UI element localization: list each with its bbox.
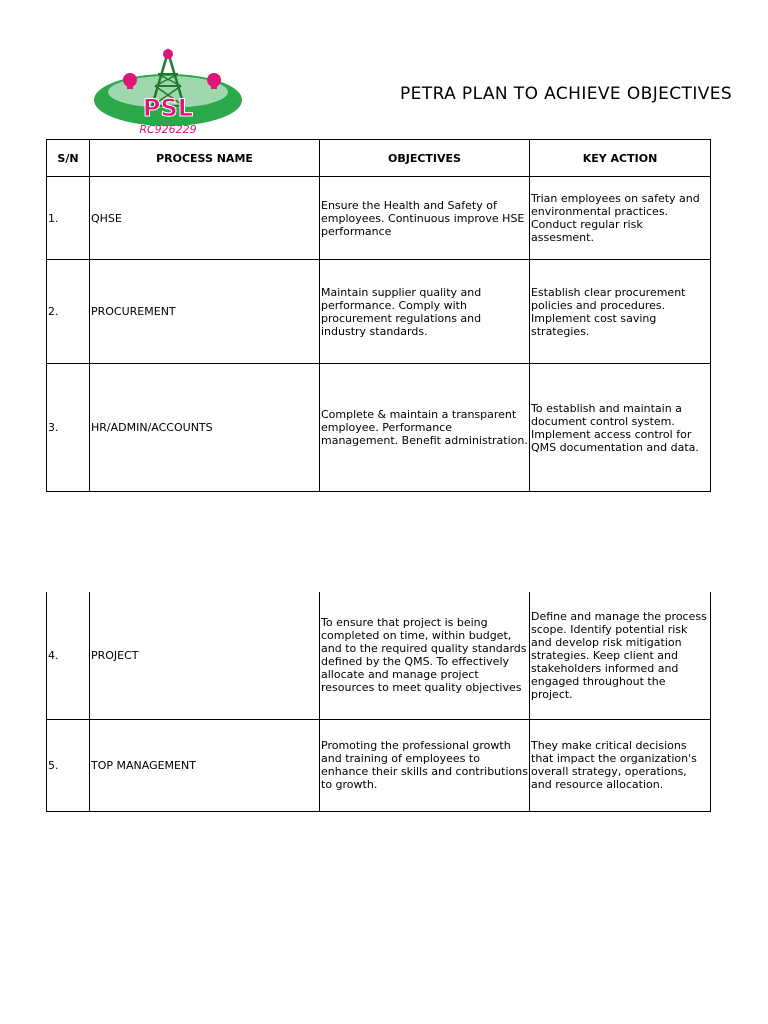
table-row xyxy=(47,177,711,260)
row-process: TOP MANAGEMENT xyxy=(90,719,320,811)
row-key-action: Define and manage the process scope. Identify potential risk and develop risk mitigation strategies. Keep client and stakeholders informed and engaged throughout the project. xyxy=(530,592,711,719)
header-key-action: KEY ACTION xyxy=(530,140,711,177)
row-sn: 3. xyxy=(47,364,90,492)
header-objectives: OBJECTIVES xyxy=(320,140,530,177)
table-row xyxy=(47,364,711,492)
row-sn: 1. xyxy=(47,177,90,260)
row-key-action: Establish clear procurement policies and procedures. Implement cost saving strategies. xyxy=(530,260,711,364)
row-sn: 5. xyxy=(47,719,90,811)
logo-text: PSL xyxy=(142,94,194,122)
row-process: PROCUREMENT xyxy=(90,260,320,364)
objectives-table xyxy=(46,139,711,492)
row-objectives: Complete & maintain a transparent employee. Performance management. Benefit administration. xyxy=(320,364,530,492)
header-sn: S/N xyxy=(47,140,90,177)
row-process: QHSE xyxy=(90,177,320,260)
logo-registration-number: RC926229 xyxy=(139,123,197,136)
row-objectives: Maintain supplier quality and performance. Comply with procurement regulations and industry standards. xyxy=(320,260,530,364)
table-header-row xyxy=(47,140,711,177)
objectives-table-continued xyxy=(46,592,711,812)
row-objectives: Promoting the professional growth and training of employees to enhance their skills and contributions to growth. xyxy=(320,719,530,811)
row-process: PROJECT xyxy=(90,592,320,719)
row-process: HR/ADMIN/ACCOUNTS xyxy=(90,364,320,492)
company-logo xyxy=(88,48,248,138)
row-objectives: Ensure the Health and Safety of employees. Continuous improve HSE performance xyxy=(320,177,530,260)
table-row xyxy=(47,592,711,719)
row-sn: 4. xyxy=(47,592,90,719)
row-sn: 2. xyxy=(47,260,90,364)
page-title: PETRA PLAN TO ACHIEVE OBJECTIVES xyxy=(400,84,733,104)
row-key-action: To establish and maintain a document control system. Implement access control for QMS documentation and data. xyxy=(530,364,711,492)
row-key-action: They make critical decisions that impact the organization's overall strategy, operations, and resource allocation. xyxy=(530,719,711,811)
table-row xyxy=(47,719,711,811)
row-objectives: To ensure that project is being completed on time, within budget, and to the required quality standards defined by the QMS. To effectively allocate and manage project resources to meet quality objectives xyxy=(320,592,530,719)
table-row xyxy=(47,260,711,364)
row-key-action: Trian employees on safety and environmental practices. Conduct regular risk assesment. xyxy=(530,177,711,260)
header-process-name: PROCESS NAME xyxy=(90,140,320,177)
